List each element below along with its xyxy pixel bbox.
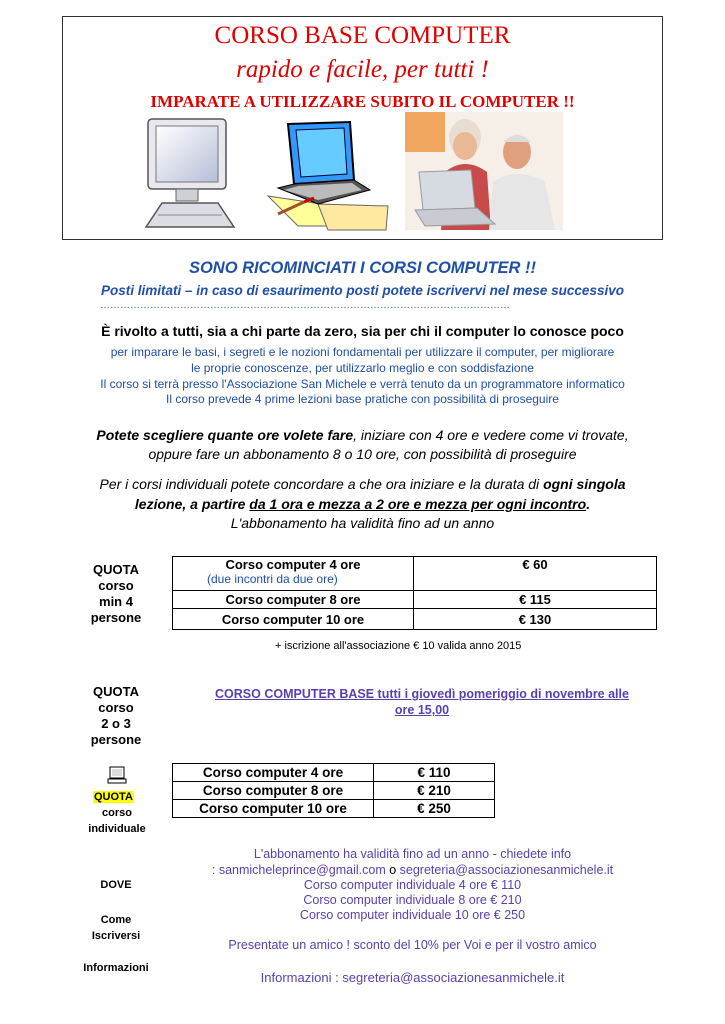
label-dove: DOVE bbox=[100, 879, 132, 891]
course-name: Corso computer 4 ore bbox=[173, 764, 374, 782]
individual-duration: da 1 ora e mezza a 2 ore e mezza per ogni incontro bbox=[249, 496, 587, 512]
description-line: Il corso si terrà presso l'Associazione San Michele e verrà tenuto da un programmatore informatico bbox=[100, 377, 625, 391]
price-cell: € 110 bbox=[374, 764, 495, 782]
schedule-line: ore 15,00 bbox=[394, 703, 450, 717]
hours-bold: Potete scegliere quante ore volete fare bbox=[96, 427, 354, 443]
price-table-min4 bbox=[172, 556, 657, 630]
email-link[interactable]: segreteria@associazionesanmichele.it bbox=[399, 863, 614, 877]
colon: : bbox=[211, 863, 219, 877]
course-name: Corso computer 8 ore bbox=[173, 591, 414, 609]
course-name: Corso computer 8 ore bbox=[173, 782, 374, 800]
label-iscriversi: Iscriversi bbox=[91, 930, 141, 942]
contact-emails bbox=[160, 863, 665, 877]
table-row bbox=[173, 609, 657, 630]
individual-end: . bbox=[586, 496, 591, 512]
price-cell: € 250 bbox=[374, 800, 495, 818]
course-note: (due incontri da due ore) bbox=[207, 572, 338, 586]
course-cell bbox=[173, 557, 414, 591]
headline: SONO RICOMINCIATI I CORSI COMPUTER !! bbox=[188, 259, 537, 277]
description-line: per imparare le basi, i segreti e le nozioni fondamentali per utilizzare il computer, per migliorare bbox=[110, 345, 615, 359]
or-text: o bbox=[385, 863, 400, 877]
laptop-icon bbox=[258, 118, 398, 236]
promo-text: Presentate un amico ! sconto del 10% per Voi e per il vostro amico bbox=[228, 938, 597, 952]
description-line: Il corso prevede 4 prime lezioni base pratiche con possibilità di proseguire bbox=[166, 392, 559, 406]
registration-footnote: + iscrizione all'associazione € 10 valida anno 2015 bbox=[275, 640, 522, 652]
quota-min4-label bbox=[76, 562, 156, 626]
label-informazioni: Informazioni bbox=[83, 962, 149, 974]
label-come: Come bbox=[100, 914, 132, 926]
course-name: Corso computer 10 ore bbox=[173, 609, 414, 630]
individual-line2 bbox=[62, 496, 663, 512]
individual-bold: ogni singola bbox=[543, 476, 626, 492]
monitor-icon bbox=[140, 115, 240, 233]
quota-corso: corso bbox=[98, 700, 134, 715]
contact-validity: L'abbonamento ha validità fino ad un anno - chiedete info bbox=[253, 847, 572, 861]
course-name: Corso computer 10 ore bbox=[173, 800, 374, 818]
dotted-divider: …………………………………………………………………………………………………………… bbox=[100, 300, 510, 311]
description-line: le proprie conoscenze, per utilizzarlo meglio e con soddisfazione bbox=[191, 361, 534, 375]
contact-price: Corso computer individuale 10 ore € 250 bbox=[299, 908, 526, 922]
price-cell: € 60 bbox=[414, 557, 657, 591]
contact-price: Corso computer individuale 4 ore € 110 bbox=[303, 878, 522, 892]
quota-size: 2 o 3 bbox=[101, 716, 131, 731]
quota-word: QUOTA bbox=[93, 684, 139, 699]
quota-highlight: QUOTA bbox=[94, 791, 133, 803]
quota-persone: persone bbox=[90, 732, 142, 747]
description-lead: È rivolto a tutti, sia a chi parte da zero, sia per chi il computer lo conosce poco bbox=[101, 323, 624, 339]
quota-corso: corso bbox=[102, 807, 132, 819]
schedule-line: CORSO COMPUTER BASE tutti i giovedì pomeriggio di novembre alle bbox=[215, 687, 629, 701]
individual-bold2: lezione, a partire bbox=[134, 496, 250, 512]
quota-word: QUOTA bbox=[93, 562, 139, 577]
table-row bbox=[173, 764, 495, 782]
individual-line1 bbox=[62, 476, 663, 492]
limited-places: Posti limitati – in caso di esaurimento posti potete iscrivervi nel mese successivo bbox=[101, 283, 624, 298]
price-cell: € 130 bbox=[414, 609, 657, 630]
quota-persone: persone bbox=[90, 610, 142, 625]
price-cell: € 210 bbox=[374, 782, 495, 800]
quota-individuale: individuale bbox=[88, 823, 146, 835]
quota-individuale-label bbox=[82, 805, 152, 837]
hours-rest: , iniziare con 4 ore e vedere come vi trovate, bbox=[353, 427, 629, 443]
table-row bbox=[173, 800, 495, 818]
page-title: CORSO BASE COMPUTER bbox=[214, 22, 511, 49]
validity-note: L'abbonamento ha validità fino ad un anno bbox=[230, 515, 495, 531]
label-come-iscriversi bbox=[76, 912, 156, 944]
individual-text: Per i corsi individuali potete concordare a che ora iniziare e la durata di bbox=[99, 476, 544, 492]
hours-line bbox=[62, 427, 663, 443]
seniors-photo bbox=[405, 112, 563, 230]
page-subtitle: rapido e facile, per tutti ! bbox=[236, 56, 489, 83]
price-cell: € 115 bbox=[414, 591, 657, 609]
quota-min: min 4 bbox=[99, 594, 133, 609]
page-tagline: IMPARATE A UTILIZZARE SUBITO IL COMPUTER !! bbox=[150, 92, 575, 111]
course-name: Corso computer 4 ore bbox=[225, 557, 361, 572]
price-table-individual bbox=[172, 763, 495, 818]
table-row bbox=[173, 557, 657, 591]
computer-icon bbox=[107, 765, 127, 785]
quota-corso: corso bbox=[98, 578, 134, 593]
table-row bbox=[173, 591, 657, 609]
schedule-link[interactable] bbox=[172, 686, 672, 718]
quota-2o3-label bbox=[76, 684, 156, 748]
table-row bbox=[173, 782, 495, 800]
email-link[interactable]: sanmicheleprince@gmail.com bbox=[218, 863, 386, 877]
contact-price: Corso computer individuale 8 ore € 210 bbox=[303, 893, 522, 907]
info-email[interactable]: Informazioni : segreteria@associazionesanmichele.it bbox=[260, 970, 565, 985]
hours-line2: oppure fare un abbonamento 8 o 10 ore, con possibilità di proseguire bbox=[148, 446, 577, 462]
